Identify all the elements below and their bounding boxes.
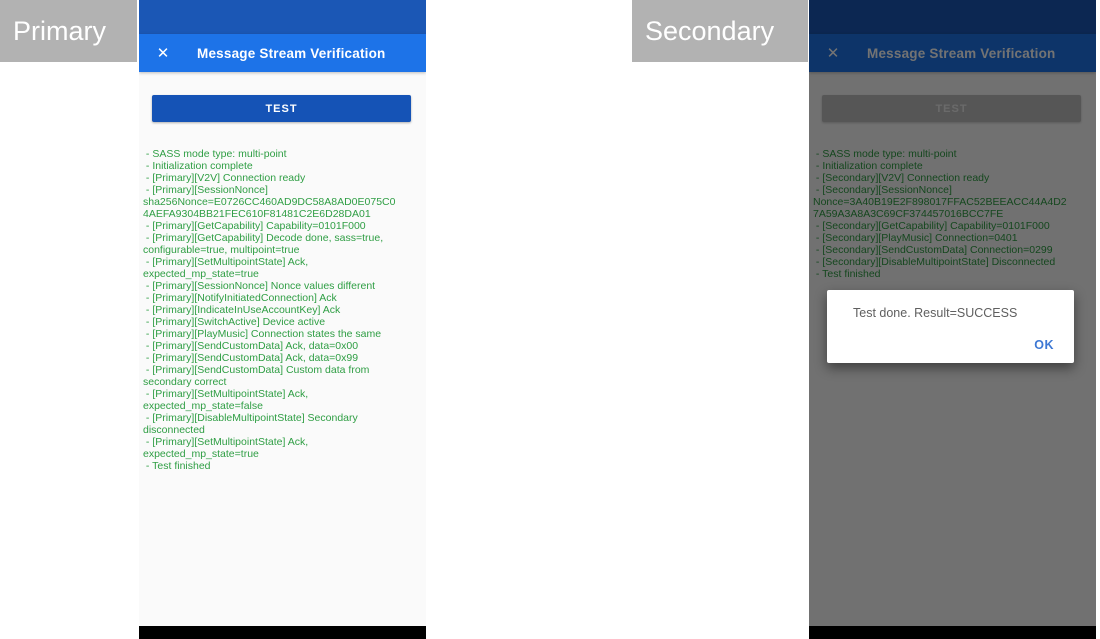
log-line: 4AEFA9304BB21FEC610F81481C2E6D28DA01	[143, 208, 371, 220]
log-line: configurable=true, multipoint=true	[143, 244, 300, 256]
log-line: expected_mp_state=true	[143, 448, 259, 460]
close-icon[interactable]: ✕	[156, 45, 170, 62]
primary-device-label	[0, 0, 137, 62]
log-line: - [Primary][SessionNonce]	[143, 184, 268, 196]
log-line: - [Primary][SwitchActive] Device active	[143, 316, 326, 328]
log-line: disconnected	[143, 424, 205, 436]
log-line: - [Primary][SetMultipointState] Ack,	[143, 256, 309, 268]
log-line: - [Primary][SetMultipointState] Ack,	[143, 388, 309, 400]
log-line: - [Primary][SendCustomData] Ack, data=0x99	[143, 352, 359, 364]
log-line: expected_mp_state=false	[143, 400, 263, 412]
log-line: - [Primary][V2V] Connection ready	[143, 172, 306, 184]
status-bar	[139, 0, 426, 34]
log-line: - [Primary][IndicateInUseAccountKey] Ack	[143, 304, 341, 316]
test-button[interactable]: TEST	[152, 95, 411, 122]
secondary-device-label-text: Secondary	[645, 15, 775, 46]
app-bar-title: Message Stream Verification	[197, 45, 386, 61]
content-area	[139, 95, 426, 639]
app-bar	[139, 34, 426, 72]
log-line: - [Primary][GetCapability] Decode done, sass=true,	[143, 232, 384, 244]
dialog-message: Test done. Result=SUCCESS	[853, 306, 1018, 320]
log-line: - [Primary][SendCustomData] Custom data from	[143, 364, 370, 376]
log-line: expected_mp_state=true	[143, 268, 259, 280]
primary-device-label-text: Primary	[13, 15, 106, 46]
log-line: - [Primary][SendCustomData] Ack, data=0x00	[143, 340, 359, 352]
secondary-phone-screen	[809, 0, 1096, 639]
result-dialog	[827, 290, 1074, 363]
navigation-bar	[139, 626, 426, 639]
log-line: - [Primary][SetMultipointState] Ack,	[143, 436, 309, 448]
log-line: - [Primary][DisableMultipointState] Secondary	[143, 412, 358, 424]
log-line: - [Primary][PlayMusic] Connection states the same	[143, 328, 382, 340]
secondary-device-label	[632, 0, 808, 62]
log-line: - SASS mode type: multi-point	[143, 148, 287, 160]
primary-phone-screen	[139, 0, 426, 639]
log-line: sha256Nonce=E0726CC460AD9DC58A8AD0E075C0	[143, 196, 396, 208]
log-line: - [Primary][GetCapability] Capability=0101F000	[143, 220, 366, 232]
log-line: - Test finished	[143, 460, 211, 472]
log-line: - Initialization complete	[143, 160, 253, 172]
log-line: - [Primary][SessionNonce] Nonce values different	[143, 280, 376, 292]
log-line: - [Primary][NotifyInitiatedConnection] Ack	[143, 292, 337, 304]
log-output	[139, 148, 426, 472]
dialog-ok-button[interactable]: OK	[1034, 338, 1054, 352]
log-line: secondary correct	[143, 376, 227, 388]
